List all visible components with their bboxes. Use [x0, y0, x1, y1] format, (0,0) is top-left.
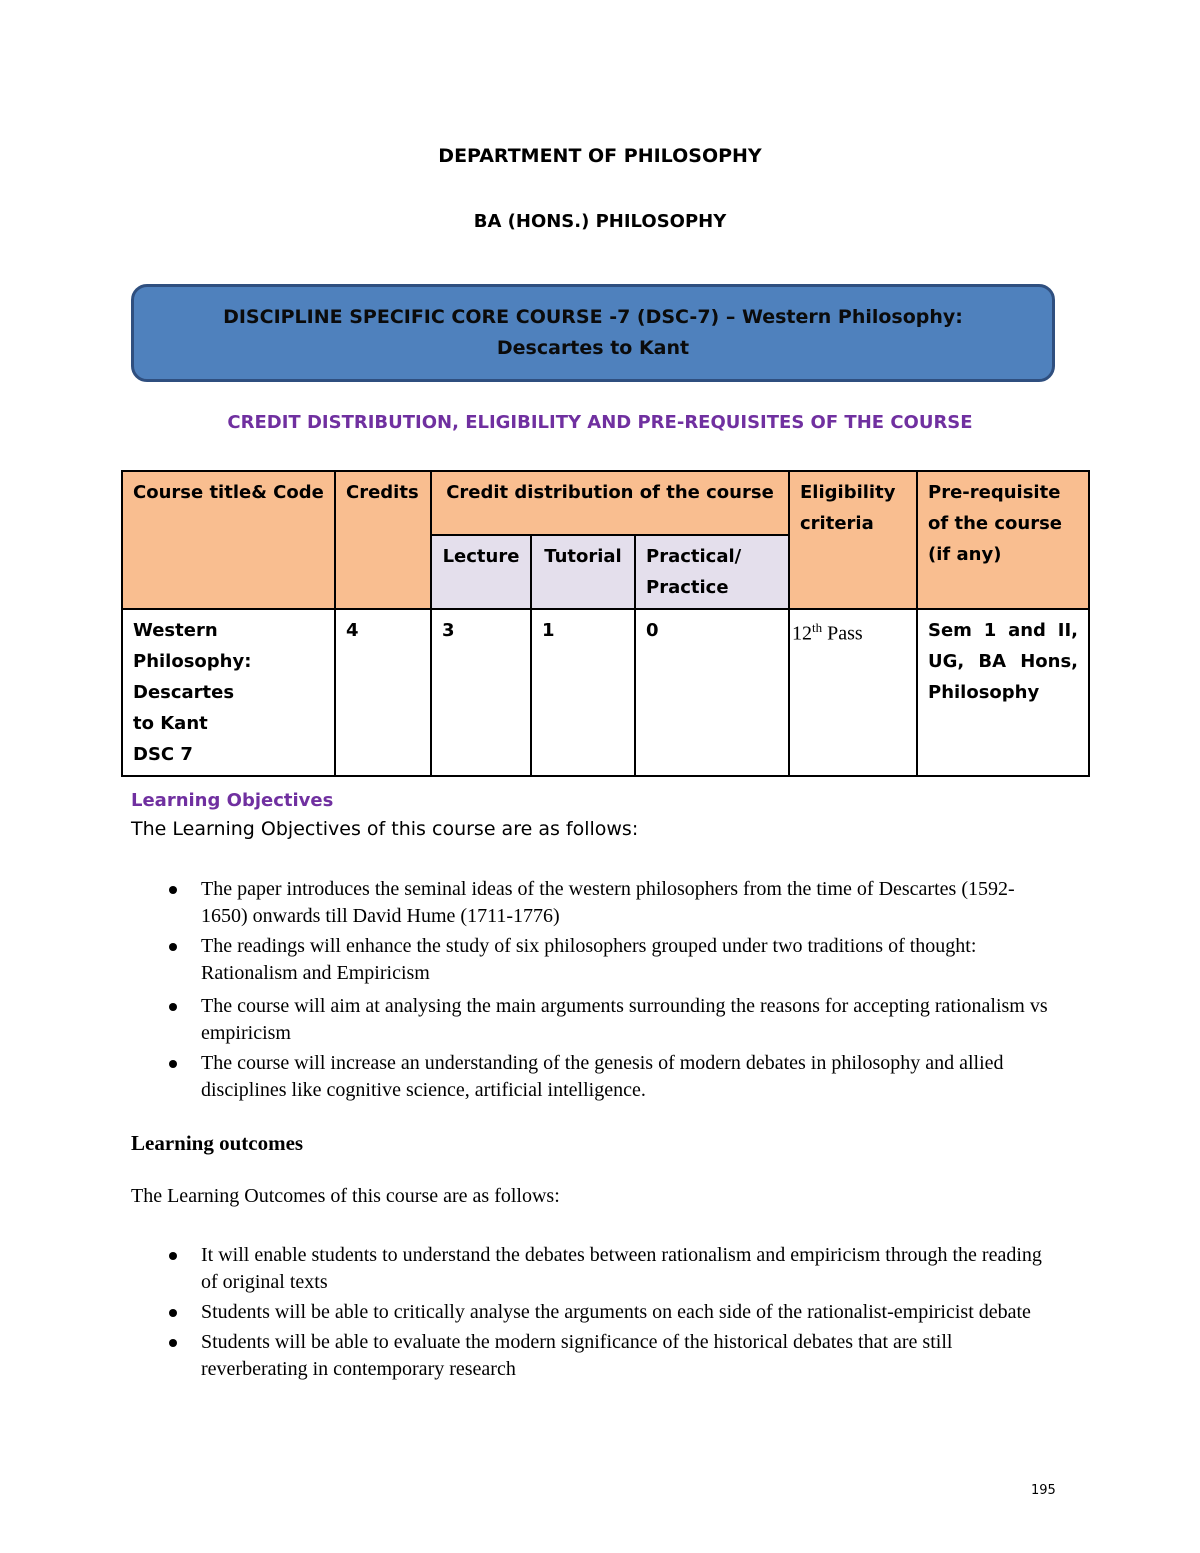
bullet-icon	[169, 1252, 177, 1260]
cell-lecture: 3	[431, 609, 531, 776]
header-tutorial: Tutorial	[531, 535, 635, 609]
learning-outcomes-list	[160, 1242, 1060, 1386]
header-lecture: Lecture	[431, 535, 531, 609]
table-row	[122, 609, 1089, 776]
course-title-box	[131, 284, 1055, 382]
list-item	[160, 1242, 1060, 1296]
learning-outcomes-intro: The Learning Outcomes of this course are as follows:	[131, 1185, 560, 1207]
list-item-text: The course will aim at analysing the main arguments surrounding the reasons for accepting rationalism vs empiricism	[201, 995, 1048, 1044]
list-item	[160, 1329, 1060, 1383]
credit-distribution-table	[121, 470, 1090, 777]
header-credits: Credits	[335, 471, 431, 609]
cell-prerequisite: Sem 1 and II, UG, BA Hons, Philosophy	[917, 609, 1089, 776]
header-course-title: Course title& Code	[122, 471, 335, 609]
eligibility-number: 12	[792, 622, 812, 645]
credit-distribution-heading: CREDIT DISTRIBUTION, ELIGIBILITY AND PRE-REQUISITES OF THE COURSE	[227, 412, 973, 433]
list-item	[160, 1299, 1060, 1326]
cell-tutorial: 1	[531, 609, 635, 776]
header-credit-distribution: Credit distribution of the course	[431, 471, 789, 535]
course-code: DSC 7	[133, 744, 193, 765]
learning-outcomes-heading: Learning outcomes	[131, 1131, 304, 1155]
cell-eligibility	[789, 609, 917, 776]
list-item-text: The readings will enhance the study of six philosophers grouped under two traditions of thought: Rationalism and Empiricism	[201, 935, 977, 984]
list-item-text: It will enable students to understand the debates between rationalism and empiricism through the reading of original texts	[201, 1244, 1042, 1293]
header-practical: Practical/ Practice	[635, 535, 789, 609]
course-name-line2: to Kant	[133, 713, 208, 734]
learning-objectives-intro: The Learning Objectives of this course are as follows:	[131, 818, 639, 840]
bullet-icon	[169, 943, 177, 951]
list-item-text: Students will be able to critically analyse the arguments on each side of the rationalist-empiricist debate	[201, 1301, 1031, 1323]
eligibility-text: Pass	[822, 622, 863, 645]
list-item-text: The paper introduces the seminal ideas of the western philosophers from the time of Descartes (1592-1650) onwards till David Hume (1711-1776)	[201, 878, 1015, 927]
bullet-icon	[169, 1060, 177, 1068]
cell-course-title	[122, 609, 335, 776]
list-item	[160, 993, 1060, 1047]
programme-title: BA (HONS.) PHILOSOPHY	[473, 211, 727, 232]
eligibility-superscript: th	[812, 620, 823, 635]
bullet-icon	[169, 1309, 177, 1317]
bullet-icon	[169, 1339, 177, 1347]
bullet-icon	[169, 886, 177, 894]
course-title-text: DISCIPLINE SPECIFIC CORE COURSE -7 (DSC-7) – Western Philosophy: Descartes to Kant	[223, 306, 963, 359]
list-item-text: The course will increase an understanding of the genesis of modern debates in philosophy and allied disciplines like cognitive science, artificial intelligence.	[201, 1052, 1004, 1101]
learning-objectives-heading: Learning Objectives	[131, 790, 334, 811]
learning-objectives-list	[160, 876, 1060, 1107]
list-item	[160, 876, 1060, 930]
list-item	[160, 933, 1060, 987]
list-item-text: Students will be able to evaluate the modern significance of the historical debates that are still reverberating in contemporary research	[201, 1331, 953, 1380]
cell-credits: 4	[335, 609, 431, 776]
header-eligibility: Eligibility criteria	[789, 471, 917, 609]
table-header-row	[122, 471, 1089, 535]
list-item	[160, 1050, 1060, 1104]
department-title: DEPARTMENT OF PHILOSOPHY	[438, 145, 762, 167]
header-prerequisite: Pre-requisite of the course (if any)	[917, 471, 1089, 609]
cell-practical: 0	[635, 609, 789, 776]
bullet-icon	[169, 1003, 177, 1011]
page-number: 195	[1031, 1483, 1056, 1498]
course-name-line1: Western Philosophy: Descartes	[133, 620, 252, 703]
